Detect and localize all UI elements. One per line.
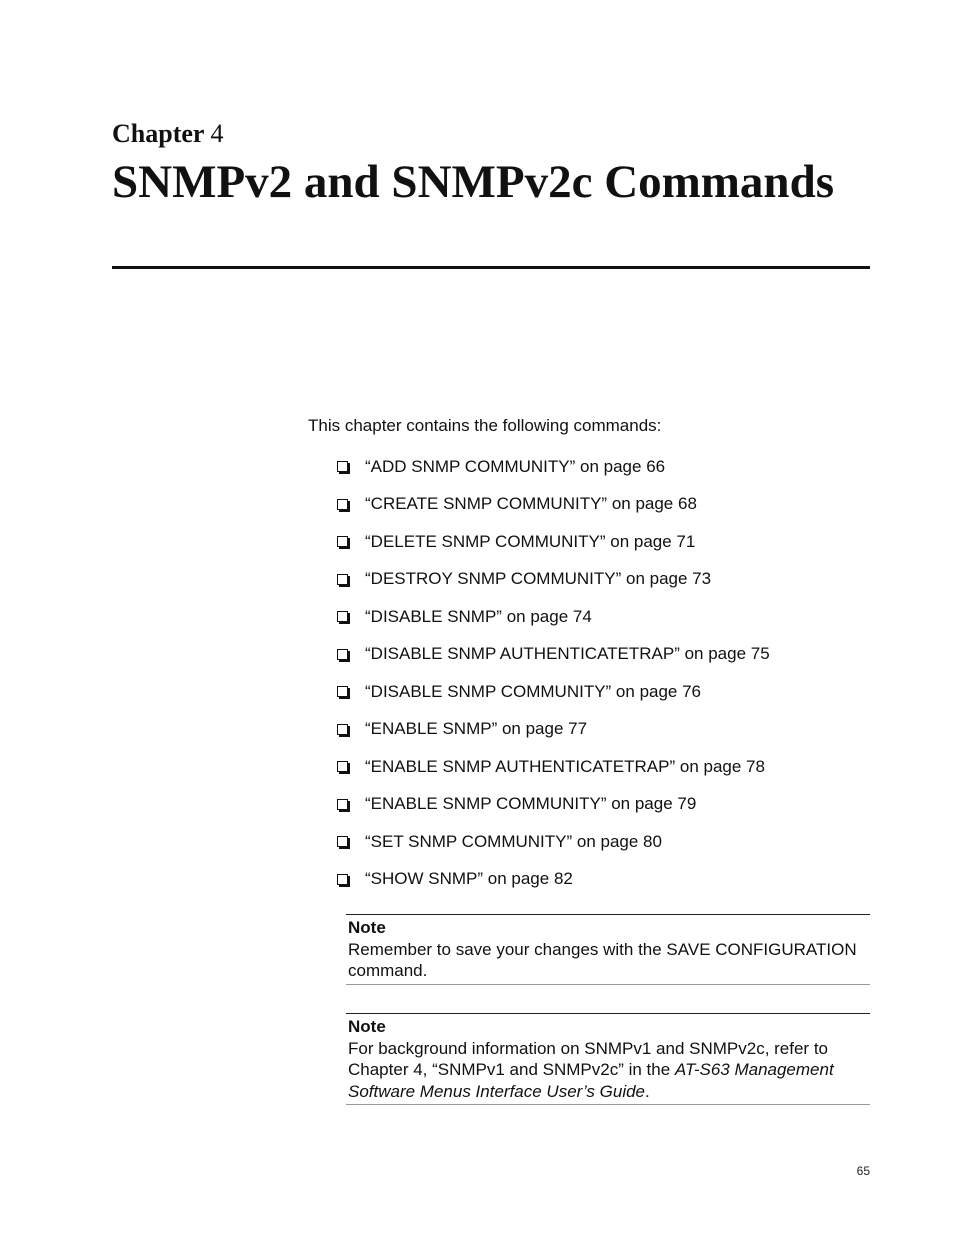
command-link[interactable]: “ADD SNMP COMMUNITY” on page 66 [365, 456, 666, 476]
checkbox-bullet-icon [337, 874, 348, 885]
guide-title: AT-S63 Management Software Menus Interface User’s Guide [348, 1060, 834, 1101]
checkbox-bullet-icon [337, 761, 348, 772]
checkbox-bullet-icon [337, 724, 348, 735]
list-item [335, 636, 875, 674]
note-body [348, 1038, 868, 1103]
note-heading: Note [348, 918, 386, 937]
checkbox-bullet-icon [337, 686, 348, 697]
list-item [335, 486, 875, 524]
list-item [335, 711, 875, 749]
command-link[interactable]: “ENABLE SNMP COMMUNITY” on page 79 [365, 794, 697, 814]
chapter-word: Chapter [112, 119, 204, 148]
command-link[interactable]: “DISABLE SNMP” on page 74 [365, 606, 592, 626]
command-link[interactable]: “SET SNMP COMMUNITY” on page 80 [365, 831, 662, 851]
note-box [346, 1013, 870, 1105]
chapter-label [112, 117, 223, 151]
list-item [335, 523, 875, 561]
checkbox-bullet-icon [337, 461, 348, 472]
chapter-number: 4 [210, 119, 224, 148]
checkbox-bullet-icon [337, 611, 348, 622]
checkbox-bullet-icon [337, 649, 348, 660]
list-item [335, 561, 875, 599]
note-heading: Note [348, 1017, 386, 1036]
checkbox-bullet-icon [337, 799, 348, 810]
command-list [335, 448, 875, 898]
list-item [335, 748, 875, 786]
checkbox-bullet-icon [337, 574, 348, 585]
command-link[interactable]: “SHOW SNMP” on page 82 [365, 869, 573, 889]
command-link[interactable]: “DISABLE SNMP AUTHENTICATETRAP” on page 75 [365, 644, 770, 664]
chapter-title: SNMPv2 and SNMPv2c Commands [112, 156, 835, 208]
command-link[interactable]: “DESTROY SNMP COMMUNITY” on page 73 [365, 569, 712, 589]
checkbox-bullet-icon [337, 836, 348, 847]
note-body-end: . [645, 1081, 650, 1101]
page-number: 65 [856, 1164, 870, 1178]
note-body: Remember to save your changes with the SAVE CONFIGURATION command. [348, 939, 857, 980]
note-box [346, 914, 870, 985]
list-item [335, 673, 875, 711]
command-link[interactable]: “DELETE SNMP COMMUNITY” on page 71 [365, 531, 696, 551]
command-link[interactable]: “CREATE SNMP COMMUNITY” on page 68 [365, 494, 697, 514]
list-item [335, 598, 875, 636]
command-link[interactable]: “ENABLE SNMP” on page 77 [365, 719, 588, 739]
list-item [335, 861, 875, 899]
note-body-text: For background information on SNMPv1 and SNMPv2c, refer to Chapter 4, “SNMPv1 and SNMPv2c” in the [348, 1038, 828, 1079]
list-item [335, 823, 875, 861]
checkbox-bullet-icon [337, 536, 348, 547]
list-item [335, 786, 875, 824]
list-item [335, 448, 875, 486]
command-link[interactable]: “ENABLE SNMP AUTHENTICATETRAP” on page 78 [365, 756, 765, 776]
checkbox-bullet-icon [337, 499, 348, 510]
command-link[interactable]: “DISABLE SNMP COMMUNITY” on page 76 [365, 681, 702, 701]
title-divider [112, 266, 870, 269]
intro-text: This chapter contains the following commands: [308, 416, 662, 435]
